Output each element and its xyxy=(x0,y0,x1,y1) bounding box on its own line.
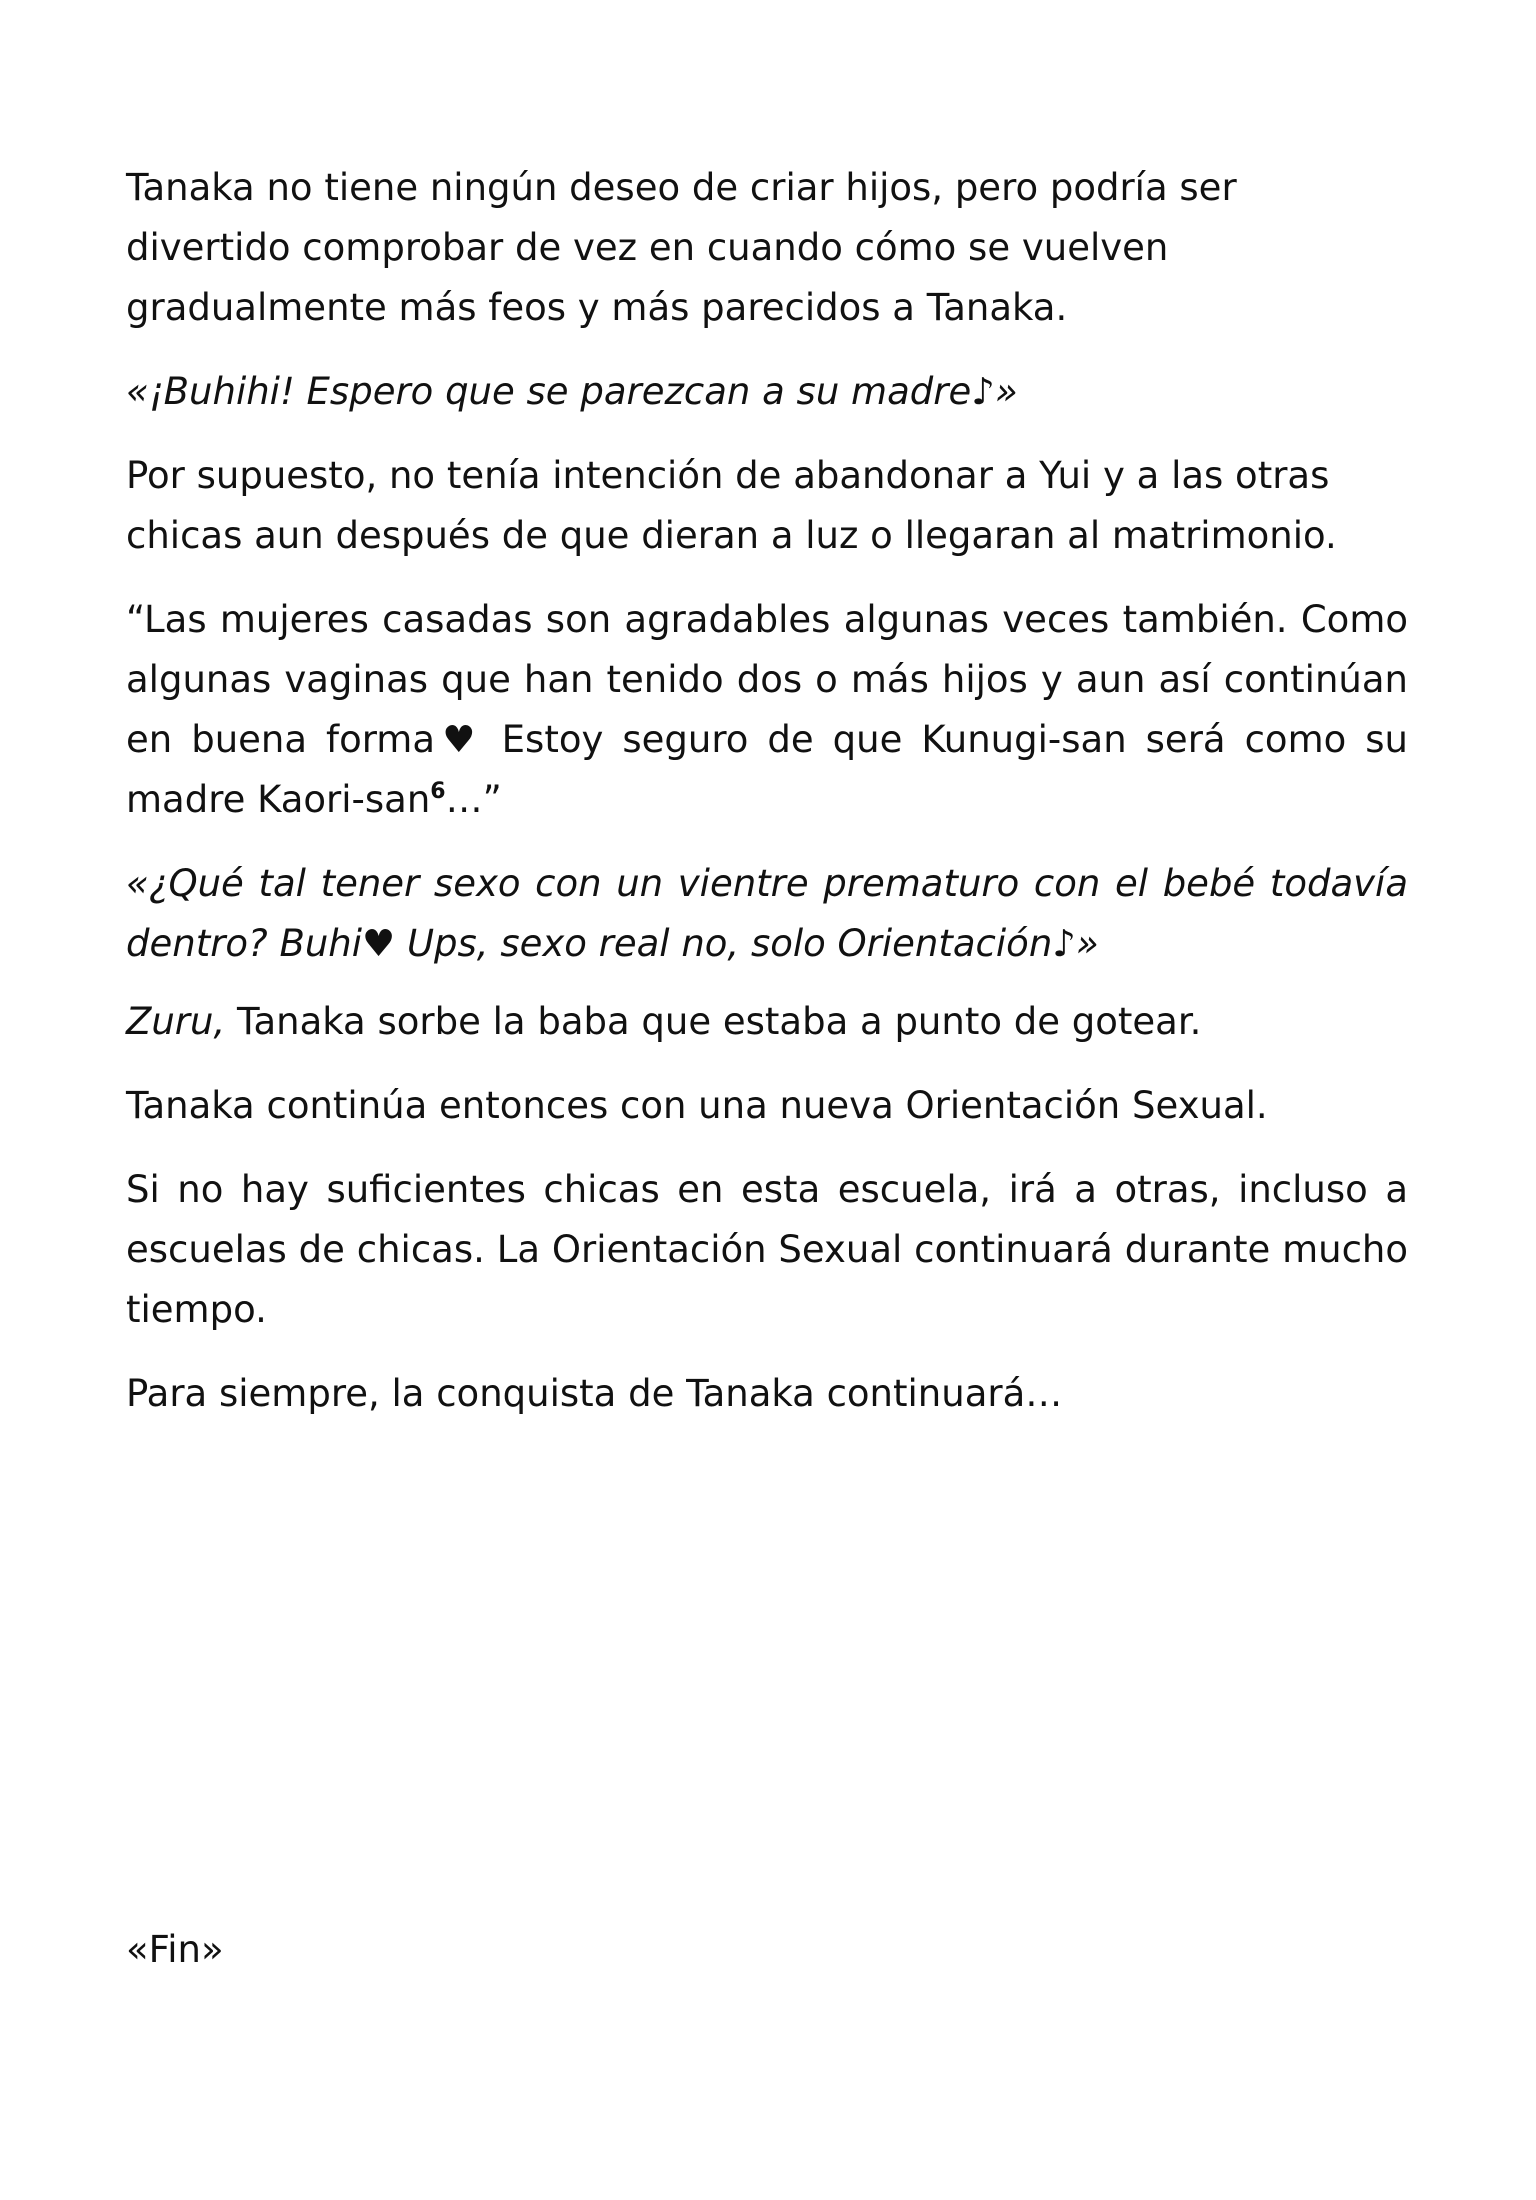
sound-effect: Zuru, xyxy=(126,1000,226,1043)
paragraph-6 xyxy=(126,992,1408,1052)
paragraph-6-text: Tanaka sorbe la baba que estaba a punto de gotear. xyxy=(225,1000,1202,1043)
paragraph-1: Tanaka no tiene ningún deseo de criar hijos, pero podría ser divertido comprobar de vez en cuando cómo se vuelven gradualmente más feos y más parecidos a Tanaka. xyxy=(126,166,1237,329)
paragraph-2-dialogue: «¡Buhihi! Espero que se parezcan a su madre♪» xyxy=(126,370,1018,413)
paragraph-8: Si no hay suficientes chicas en esta escuela, irá a otras, incluso a escuelas de chicas. La Orientación Sexual continuará durante mucho tiempo. xyxy=(126,1168,1408,1331)
paragraph-3: Por supuesto, no tenía intención de abandonar a Yui y a las otras chicas aun después de que dieran a luz o llegaran al matrimonio. xyxy=(126,454,1337,557)
paragraph-7: Tanaka continúa entonces con una nueva Orientación Sexual. xyxy=(126,1084,1268,1127)
end-mark: «Fin» xyxy=(126,1928,224,1971)
paragraph-5-dialogue: «¿Qué tal tener sexo con un vientre prematuro con el bebé todavía dentro? Buhi♥ Ups, sexo real no, solo Orientación♪» xyxy=(126,862,1408,965)
paragraph-9: Para siempre, la conquista de Tanaka continuará… xyxy=(126,1372,1063,1415)
paragraph-4-tail: …” xyxy=(445,778,502,821)
paragraph-4-dialogue xyxy=(126,590,1408,830)
document-body xyxy=(126,158,1408,1448)
footnote-marker: 6 xyxy=(430,779,446,804)
paragraph-4-text: “Las mujeres casadas son agradables algunas veces también. Como algunas vaginas que han tenido dos o más hijos y aun así continúan en buena forma♥ Estoy seguro de que Kunugi-san será como su madre Kaori-san xyxy=(126,598,1408,821)
